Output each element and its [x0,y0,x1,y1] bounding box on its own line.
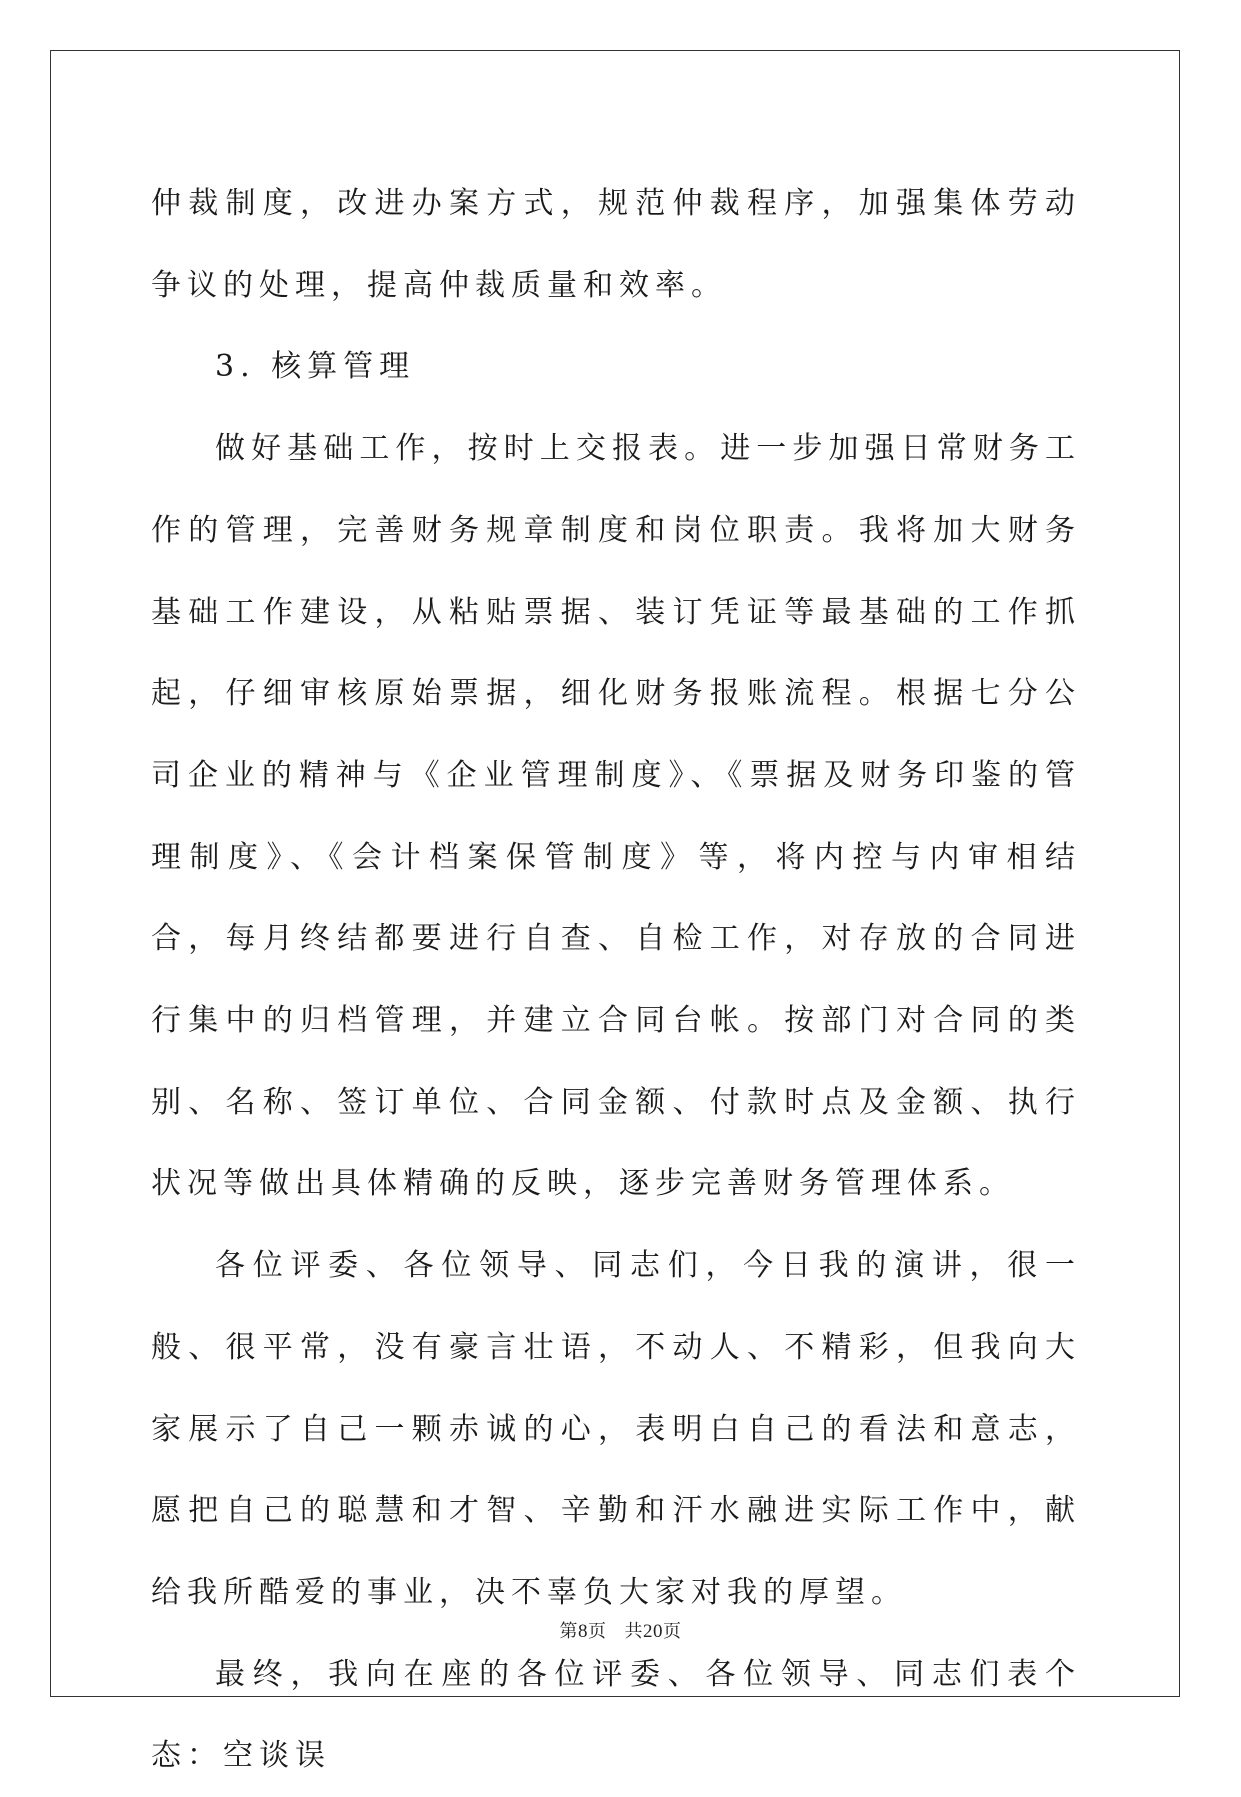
document-body [151,163,1081,1797]
page-footer [0,1617,1241,1643]
paragraph-arbitration: 仲裁制度，改进办案方式，规范仲裁程序，加强集体劳动争议的处理，提高仲裁质量和效率。 [151,186,1081,303]
page-prefix: 第 [559,1621,578,1642]
page-number: 8 [578,1621,588,1642]
total-suffix: 页 [663,1621,682,1642]
total-pages: 20 [643,1621,663,1642]
paragraph-accounting: 做好基础工作，按时上交报表。进一步加强日常财务工作的管理，完善财务规章制度和岗位职责。我将加大财务基础工作建设，从粘贴票据、装订凭证等最基础的工作抓起，仔细审核原始票据，细化财务报账流程。根据七分公司企业的精神与《企业管理制度》、《票据及财务印鉴的管理制度》、《会计档案保管制度》等，将内控与内审相结合，每月终结都要进行自查、自检工作，对存放的合同进行集中的归档管理，并建立合同台帐。按部门对合同的类别、名称、签订单位、合同金额、付款时点及金额、执行状况等做出具体精确的反映，逐步完善财务管理体系。 [151,431,1081,1202]
page-suffix: 页 [588,1621,607,1642]
section-heading-accounting: 3. 核算管理 [215,349,416,385]
paragraph-speech: 各位评委、各位领导、同志们，今日我的演讲，很一般、很平常，没有豪言壮语，不动人、不精彩，但我向大家展示了自己一颗赤诚的心，表明白自己的看法和意志，愿把自己的聪慧和才智、辛勤和汗水融进实际工作中，献给我所酷爱的事业，决不辜负大家对我的厚望。 [151,1248,1081,1610]
paragraph-closing: 最终，我向在座的各位评委、各位领导、同志们表个态：空谈误 [151,1656,1081,1774]
total-prefix: 共 [624,1621,643,1642]
